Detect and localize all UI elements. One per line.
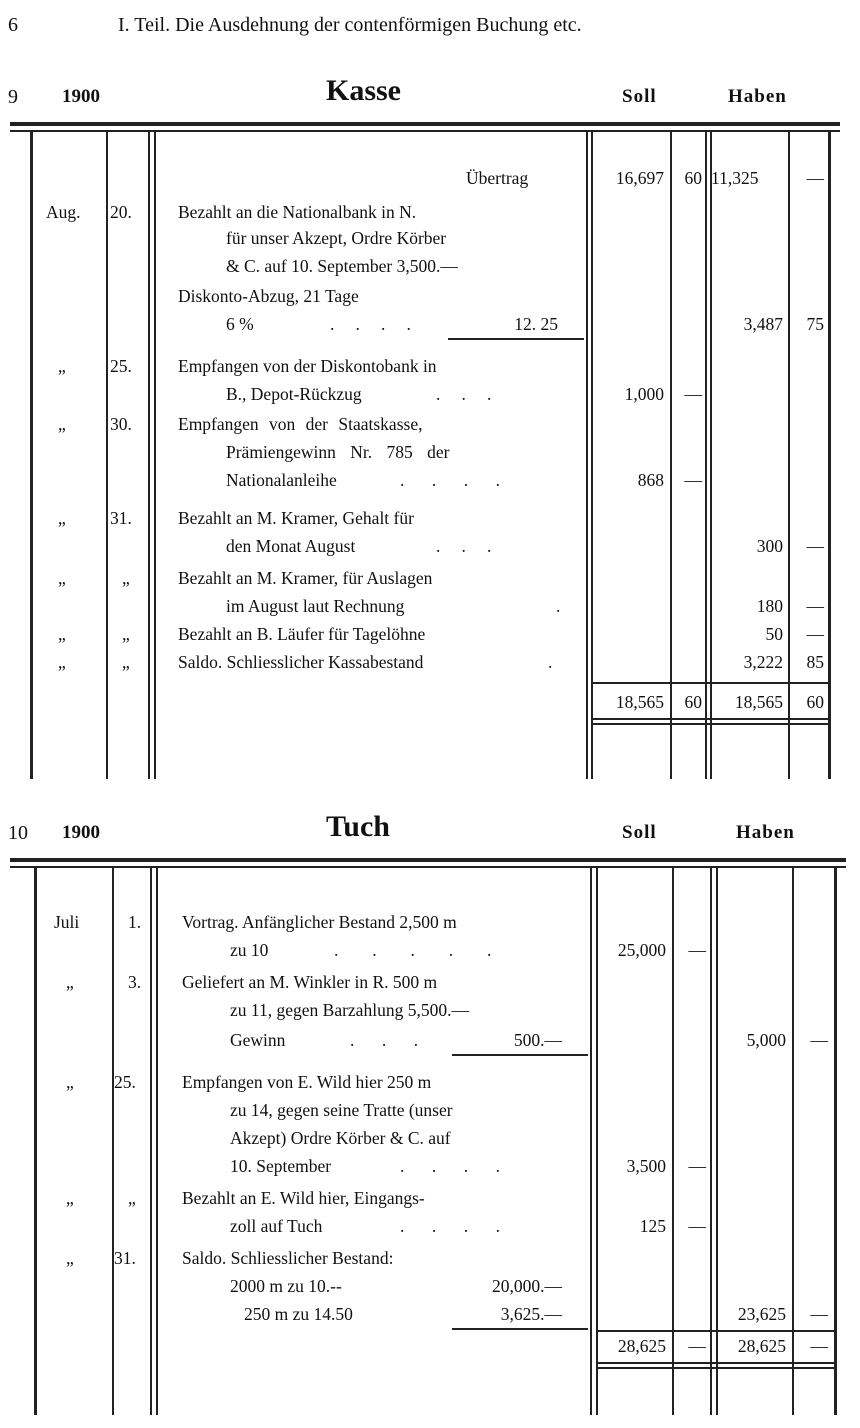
entry-month: „ <box>58 624 66 644</box>
month-day-line <box>106 131 108 779</box>
entry-day: 31. <box>110 508 132 528</box>
leader-dots: . . . . <box>330 314 413 334</box>
haben-cents: 75 <box>806 314 824 334</box>
entry-month: Juli <box>54 912 80 932</box>
day-text-line <box>148 131 150 779</box>
soll-header: Soll <box>622 86 657 107</box>
account-title: Kasse <box>326 74 401 107</box>
page-number: 6 <box>8 14 18 36</box>
soll-amount: 868 <box>637 470 664 490</box>
entry-day: 25. <box>110 356 132 376</box>
haben-cents: — <box>806 624 824 644</box>
entry-text: zu 11, gegen Barzahlung 5,500.— <box>230 1000 469 1020</box>
soll-amount: 16,697 <box>615 168 664 188</box>
entry-day: 3. <box>128 972 142 992</box>
soll-cents: — <box>684 384 702 404</box>
entry-text: & C. auf 10. September 3,500.— <box>226 256 458 276</box>
entry-text: zoll auf Tuch <box>230 1216 323 1236</box>
soll-cents: 60 <box>684 168 702 188</box>
running-title: I. Teil. Die Ausdehnung der contenförmigen Buchung etc. <box>118 14 582 36</box>
sub-amount: 3,625.— <box>500 1304 562 1324</box>
entry-text: 2000 m zu 10.-- <box>230 1276 342 1296</box>
haben-amount: 3,487 <box>743 314 783 334</box>
haben-total-cents: — <box>810 1336 828 1356</box>
sub-amount: 20,000.— <box>492 1276 562 1296</box>
entry-text: Saldo. Schliesslicher Bestand: <box>182 1248 394 1268</box>
soll-total: 18,565 <box>615 692 664 712</box>
soll-cents: — <box>684 470 702 490</box>
sub-rule <box>452 1328 588 1330</box>
leader-dot: . <box>548 652 553 672</box>
leader-dots: . . . <box>436 536 494 556</box>
entry-text: zu 14, gegen seine Tratte (unser <box>230 1100 453 1120</box>
entry-month: „ <box>58 652 66 672</box>
entry-month: „ <box>66 1248 74 1268</box>
sub-rule <box>448 338 584 340</box>
entry-month: „ <box>66 972 74 992</box>
haben-cents-line <box>792 867 794 1415</box>
entry-text: Vortrag. Anfänglicher Bestand 2,500 m <box>182 912 457 932</box>
haben-header: Haben <box>736 822 795 843</box>
soll-cents: — <box>688 1216 706 1236</box>
entry-text: Geliefert an M. Winkler in R. 500 m <box>182 972 438 992</box>
leader-dots: . . . . <box>400 1156 502 1176</box>
entry-text: Akzept) Ordre Körber & C. auf <box>230 1128 451 1148</box>
entry-month: „ <box>58 356 66 376</box>
entry-text: Bezahlt an B. Läufer für Tagelöhne <box>178 624 426 644</box>
leader-dots: . . . . . <box>334 940 494 960</box>
entry-text: Saldo. Schliesslicher Kassabestand <box>178 652 424 672</box>
entry-day: 31. <box>114 1248 136 1268</box>
soll-total-cents: 60 <box>684 692 702 712</box>
account-number: 10 <box>8 822 28 844</box>
day-text-line-2 <box>156 867 158 1415</box>
month-day-line <box>112 867 114 1415</box>
haben-amount: 3,222 <box>743 652 783 672</box>
entry-text: zu 10 <box>230 940 269 960</box>
haben-left-line-2 <box>716 867 718 1415</box>
entry-month: „ <box>58 508 66 528</box>
entry-day: 30. <box>110 414 132 434</box>
entry-day: 25. <box>114 1072 136 1092</box>
haben-amount: 300 <box>756 536 783 556</box>
entry-day: „ <box>122 624 130 644</box>
top-rule <box>10 858 846 862</box>
entry-text: Empfangen von der Diskontobank in <box>178 356 437 376</box>
right-margin-line <box>834 867 837 1415</box>
entry-month: Aug. <box>46 202 81 222</box>
entry-text: Gewinn <box>230 1030 286 1050</box>
entry-text: 6 % <box>226 314 254 334</box>
day-text-line-2 <box>154 131 156 779</box>
total-rule-1 <box>596 1362 834 1364</box>
haben-cents: — <box>806 596 824 616</box>
haben-amount: 23,625 <box>737 1304 786 1324</box>
soll-cents: — <box>688 1156 706 1176</box>
entry-text: Bezahlt an M. Kramer, Gehalt für <box>178 508 414 528</box>
top-rule <box>10 122 840 126</box>
entry-text: 250 m zu 14.50 <box>244 1304 353 1324</box>
entry-day: 20. <box>110 202 132 222</box>
account-year: 1900 <box>62 86 100 107</box>
leader-dots: . . . <box>436 384 494 404</box>
total-rule-1 <box>592 718 828 720</box>
haben-amount: 5,000 <box>746 1030 786 1050</box>
entry-text: B., Depot-Rückzug <box>226 384 362 404</box>
leader-dots: . . . . <box>400 470 502 490</box>
soll-amount: 125 <box>639 1216 666 1236</box>
account-number: 9 <box>8 86 18 108</box>
entry-text: 10. September <box>230 1156 332 1176</box>
haben-total-cents: 60 <box>806 692 824 712</box>
entry-text: Bezahlt an E. Wild hier, Eingangs- <box>182 1188 425 1208</box>
entry-day: 1. <box>128 912 142 932</box>
soll-total: 28,625 <box>617 1336 666 1356</box>
top-rule-thin <box>10 866 846 868</box>
margin-line <box>30 131 33 779</box>
total-rule-2 <box>596 1367 834 1369</box>
haben-total: 18,565 <box>734 692 783 712</box>
haben-amount: 11,325 <box>711 168 759 188</box>
haben-left-line <box>710 867 712 1415</box>
sub-rule <box>452 1054 588 1056</box>
leader-dots: . . . . <box>400 1216 502 1236</box>
haben-cents: — <box>810 1030 828 1050</box>
soll-amount: 1,000 <box>624 384 664 404</box>
sub-amount: 12. 25 <box>514 314 558 334</box>
soll-amount: 3,500 <box>626 1156 666 1176</box>
soll-amount: 25,000 <box>617 940 666 960</box>
total-rule-top <box>592 682 828 684</box>
soll-header: Soll <box>622 822 657 843</box>
haben-header: Haben <box>728 86 787 107</box>
day-text-line <box>150 867 152 1415</box>
entry-month: „ <box>58 414 66 434</box>
account-year: 1900 <box>62 822 100 843</box>
entry-text: Bezahlt an M. Kramer, für Auslagen <box>178 568 433 588</box>
margin-line <box>34 867 37 1415</box>
soll-total-cents: — <box>688 1336 706 1356</box>
haben-total: 28,625 <box>737 1336 786 1356</box>
entry-day: „ <box>128 1188 136 1208</box>
entry-text: Diskonto-Abzug, 21 Tage <box>178 286 359 306</box>
entry-text: im August laut Rechnung <box>226 596 405 616</box>
entry-day: „ <box>122 652 130 672</box>
total-rule-2 <box>592 723 828 725</box>
entry-month: „ <box>58 568 66 588</box>
haben-cents: 85 <box>806 652 824 672</box>
haben-amount: 180 <box>756 596 783 616</box>
sub-amount: 500.— <box>513 1030 562 1050</box>
entry-text: den Monat August <box>226 536 356 556</box>
haben-cents: — <box>806 536 824 556</box>
haben-cents: — <box>806 168 824 188</box>
entry-text: Bezahlt an die Nationalbank in N. <box>178 202 417 222</box>
entry-text: Empfangen von der Staatskasse, <box>178 414 423 434</box>
soll-left-line <box>586 131 588 779</box>
entry-text: Empfangen von E. Wild hier 250 m <box>182 1072 432 1092</box>
total-rule-top <box>596 1330 834 1332</box>
haben-amount: 50 <box>765 624 783 644</box>
entry-month: „ <box>66 1072 74 1092</box>
entry-text: für unser Akzept, Ordre Körber <box>226 228 447 248</box>
entry-text: Prämiengewinn Nr. 785 der <box>226 442 450 462</box>
soll-left-line <box>590 867 592 1415</box>
haben-cents: — <box>810 1304 828 1324</box>
account-title: Tuch <box>326 810 390 843</box>
leader-dot: . <box>556 596 561 616</box>
entry-text: Übertrag <box>466 168 529 188</box>
entry-month: „ <box>66 1188 74 1208</box>
soll-cents: — <box>688 940 706 960</box>
right-margin-line <box>828 131 831 779</box>
entry-day: „ <box>122 568 130 588</box>
top-rule-thin <box>10 130 840 132</box>
leader-dots: . . . <box>350 1030 421 1050</box>
entry-text: Nationalanleihe <box>226 470 337 490</box>
